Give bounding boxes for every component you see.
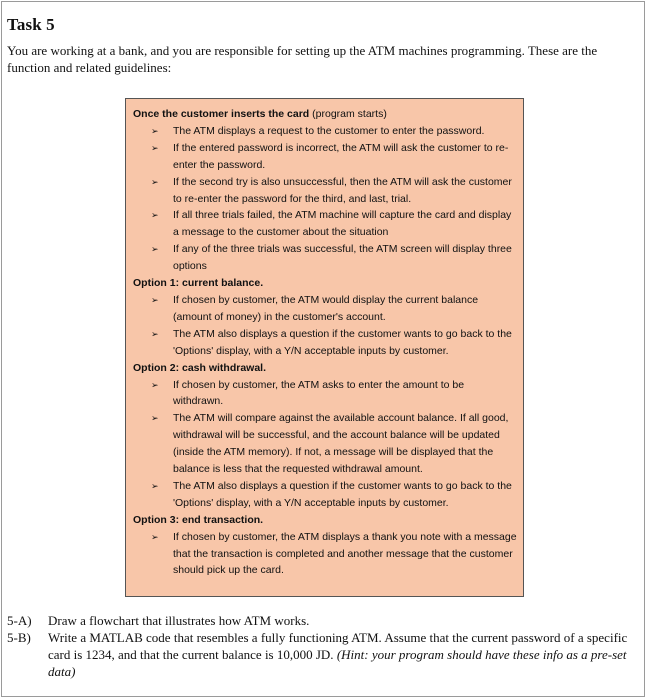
question-text: Write a MATLAB code that resembles a fully functioning ATM. Assume that the current password of a specific card is 1234, and that the current balance is 10,000 JD.: [48, 630, 628, 662]
task-title: Task 5: [7, 15, 55, 34]
section-option-2: [133, 360, 517, 512]
bullet-text: If any of the three trials was successful, the ATM screen will display three options: [173, 243, 512, 273]
list-item: [133, 241, 517, 275]
list-item: [133, 207, 517, 241]
list-item: [133, 377, 517, 411]
option-3-bullets: [133, 529, 517, 580]
arrow-bullet-icon: ➢: [151, 294, 159, 305]
arrow-bullet-icon: ➢: [151, 176, 159, 187]
option-1-bullets: [133, 292, 517, 360]
question-text: Draw a flowchart that illustrates how ATM works.: [48, 613, 310, 628]
arrow-bullet-icon: ➢: [151, 328, 159, 339]
section-start-heading: Once the customer inserts the card: [133, 108, 310, 120]
list-item: [133, 410, 517, 478]
list-item: [133, 174, 517, 208]
option-2-bullets: [133, 377, 517, 512]
section-option-1: [133, 275, 517, 360]
arrow-bullet-icon: ➢: [151, 142, 159, 153]
section-start: [133, 106, 517, 275]
question-number: 5-A): [7, 613, 32, 628]
question-hint: (Hint: your program should have these info as a pre-set data): [48, 647, 627, 679]
option-1-heading: Option 1: current balance.: [133, 277, 264, 290]
section-start-heading-line: [133, 106, 517, 123]
section-start-bullets: [133, 123, 517, 275]
arrow-bullet-icon: ➢: [151, 480, 159, 491]
option-2-heading: Option 2: cash withdrawal.: [133, 361, 267, 374]
task-intro: You are working at a bank, and you are responsible for setting up the ATM machines programming. These are the function and related guidelines:: [7, 43, 598, 75]
bullet-text: If chosen by customer, the ATM asks to enter the amount to be withdrawn.: [173, 378, 465, 408]
list-item: [133, 140, 517, 174]
bullet-text: If all three trials failed, the ATM machine will capture the card and display a message to the customer about the situation: [173, 209, 512, 239]
bullet-text: If chosen by customer, the ATM would display the current balance (amount of money) in the customer's account.: [173, 293, 479, 323]
question-number: 5-B): [7, 630, 31, 645]
bullet-text: The ATM also displays a question if the customer wants to go back to the 'Options' display, with a Y/N acceptable inputs by customer.: [173, 479, 512, 509]
list-item: [133, 326, 517, 360]
question-5a: [7, 612, 637, 629]
arrow-bullet-icon: ➢: [151, 531, 159, 542]
arrow-bullet-icon: ➢: [151, 210, 159, 221]
section-option-3: [133, 512, 517, 580]
arrow-bullet-icon: ➢: [151, 244, 159, 255]
bullet-text: The ATM displays a request to the customer to enter the password.: [173, 124, 485, 137]
list-item: [133, 292, 517, 326]
bullet-text: The ATM also displays a question if the customer wants to go back to the 'Options' display, with a Y/N acceptable inputs by customer.: [173, 327, 512, 357]
question-5b: [7, 629, 637, 680]
list-item: [133, 529, 517, 580]
arrow-bullet-icon: ➢: [151, 379, 159, 390]
arrow-bullet-icon: ➢: [151, 413, 159, 424]
guidelines-box: [125, 98, 524, 597]
arrow-bullet-icon: ➢: [151, 125, 159, 136]
list-item: [133, 123, 517, 140]
bullet-text: If the second try is also unsuccessful, then the ATM will ask the customer to re-enter the password for the third, and last, trial.: [173, 175, 512, 205]
section-start-heading-suffix: (program starts): [309, 108, 387, 120]
questions: [7, 612, 637, 680]
option-3-heading: Option 3: end transaction.: [133, 513, 264, 526]
bullet-text: If chosen by customer, the ATM displays a thank you note with a message that the transaction is completed and another message that the customer should pick up the card.: [173, 530, 517, 577]
list-item: [133, 478, 517, 512]
bullet-text: The ATM will compare against the available account balance. If all good, withdrawal will be successful, and the account balance will be updated (inside the ATM memory). If not, a message will be displayed that the balance is less that the requested withdrawal amount.: [173, 412, 509, 476]
bullet-text: If the entered password is incorrect, the ATM will ask the customer to re-enter the password.: [173, 141, 509, 171]
